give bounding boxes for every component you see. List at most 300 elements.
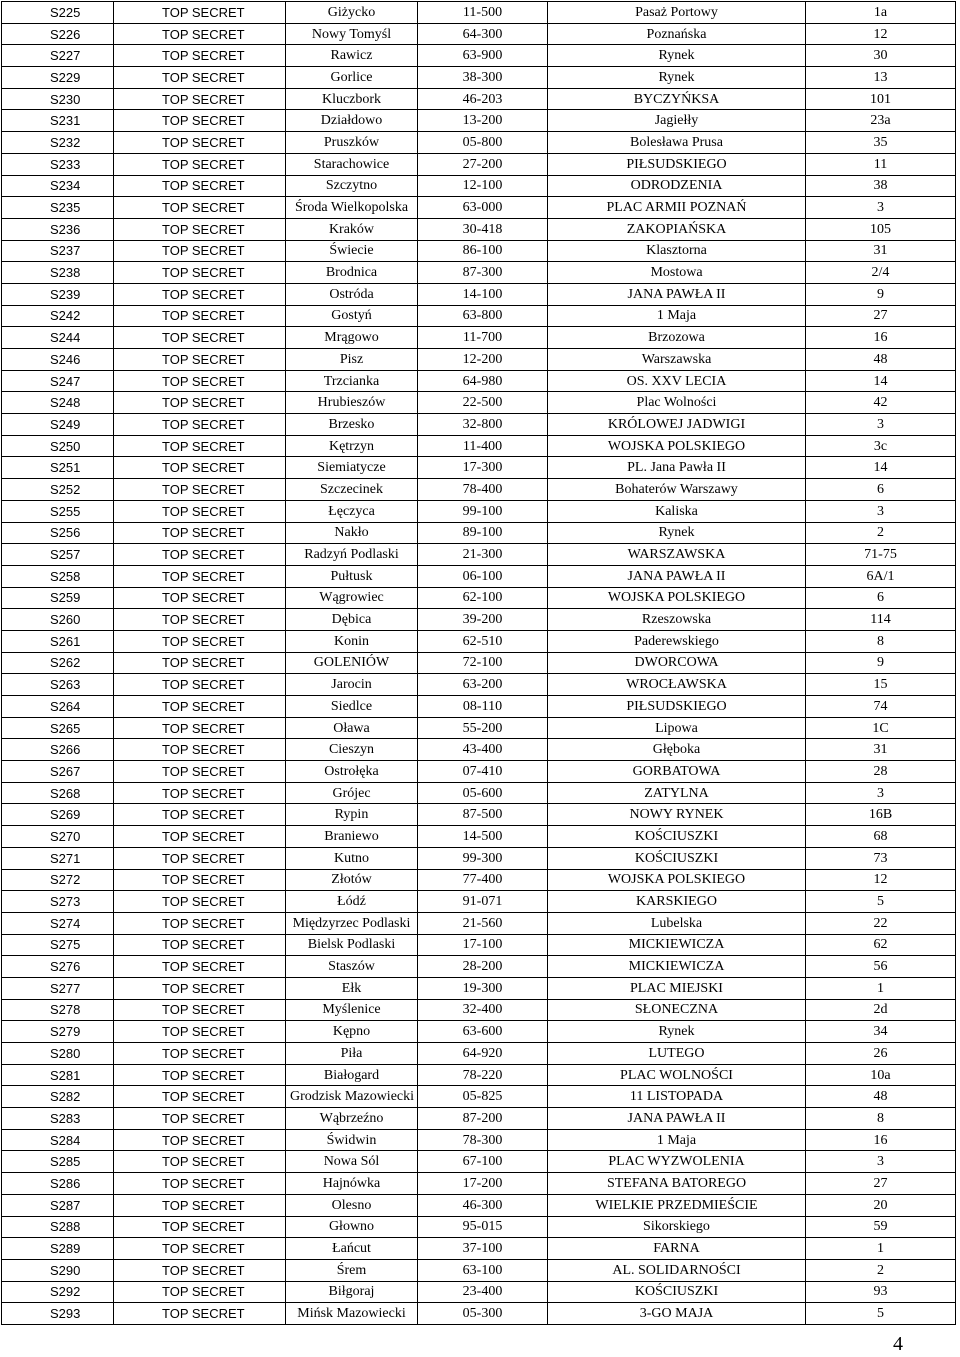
cell-number: 5 [806, 1303, 956, 1325]
table-row [2, 630, 956, 652]
cell-number: 5 [806, 891, 956, 913]
cell-street: WARSZAWSKA [548, 544, 806, 566]
cell-classification: TOP SECRET [114, 197, 286, 219]
cell-code: S277 [2, 977, 114, 999]
cell-code: S250 [2, 435, 114, 457]
cell-classification: TOP SECRET [114, 847, 286, 869]
cell-number: 1a [806, 2, 956, 24]
cell-classification: TOP SECRET [114, 717, 286, 739]
cell-code: S226 [2, 23, 114, 45]
table-row [2, 1303, 956, 1325]
cell-postal-code: 87-200 [418, 1108, 548, 1130]
cell-number: 34 [806, 1021, 956, 1043]
table-row [2, 565, 956, 587]
cell-code: S237 [2, 240, 114, 262]
table-row [2, 175, 956, 197]
cell-street: WOJSKA POLSKIEGO [548, 587, 806, 609]
cell-postal-code: 91-071 [418, 891, 548, 913]
cell-city: Piła [286, 1043, 418, 1065]
cell-code: S263 [2, 674, 114, 696]
table-row [2, 956, 956, 978]
cell-number: 22 [806, 912, 956, 934]
cell-number: 1 [806, 977, 956, 999]
cell-number: 2d [806, 999, 956, 1021]
cell-number: 16B [806, 804, 956, 826]
cell-classification: TOP SECRET [114, 1064, 286, 1086]
table-row [2, 782, 956, 804]
table-row [2, 1238, 956, 1260]
table-row [2, 1194, 956, 1216]
table-row [2, 609, 956, 631]
cell-number: 56 [806, 956, 956, 978]
table-row [2, 891, 956, 913]
cell-postal-code: 17-200 [418, 1173, 548, 1195]
table-row [2, 305, 956, 327]
cell-code: S271 [2, 847, 114, 869]
cell-city: Rawicz [286, 45, 418, 67]
cell-city: Ełk [286, 977, 418, 999]
cell-city: Kluczbork [286, 88, 418, 110]
cell-classification: TOP SECRET [114, 23, 286, 45]
cell-number: 27 [806, 1173, 956, 1195]
cell-city: Głowno [286, 1216, 418, 1238]
cell-classification: TOP SECRET [114, 262, 286, 284]
table-row [2, 392, 956, 414]
cell-city: Białogard [286, 1064, 418, 1086]
cell-classification: TOP SECRET [114, 869, 286, 891]
cell-code: S289 [2, 1238, 114, 1260]
cell-number: 16 [806, 1129, 956, 1151]
cell-number: 3 [806, 414, 956, 436]
cell-code: S273 [2, 891, 114, 913]
cell-street: STEFANA BATOREGO [548, 1173, 806, 1195]
cell-number: 14 [806, 457, 956, 479]
table-row [2, 674, 956, 696]
cell-city: Łańcut [286, 1238, 418, 1260]
cell-city: Trzcianka [286, 370, 418, 392]
cell-city: Cieszyn [286, 739, 418, 761]
cell-street: JANA PAWŁA II [548, 565, 806, 587]
cell-city: Złotów [286, 869, 418, 891]
cell-number: 3 [806, 782, 956, 804]
cell-code: S230 [2, 88, 114, 110]
cell-postal-code: 30-418 [418, 218, 548, 240]
cell-number: 3c [806, 435, 956, 457]
cell-city: Hajnówka [286, 1173, 418, 1195]
cell-postal-code: 06-100 [418, 565, 548, 587]
cell-postal-code: 07-410 [418, 761, 548, 783]
cell-code: S288 [2, 1216, 114, 1238]
cell-city: Konin [286, 630, 418, 652]
cell-city: Grodzisk Mazowiecki [286, 1086, 418, 1108]
cell-city: Śrem [286, 1259, 418, 1281]
cell-classification: TOP SECRET [114, 1108, 286, 1130]
cell-postal-code: 32-800 [418, 414, 548, 436]
cell-number: 38 [806, 175, 956, 197]
cell-city: Mrągowo [286, 327, 418, 349]
cell-city: Ostrołęka [286, 761, 418, 783]
cell-street: KOŚCIUSZKI [548, 826, 806, 848]
cell-number: 35 [806, 132, 956, 154]
cell-code: S234 [2, 175, 114, 197]
cell-classification: TOP SECRET [114, 414, 286, 436]
table-row [2, 457, 956, 479]
cell-city: Nowa Sól [286, 1151, 418, 1173]
cell-number: 20 [806, 1194, 956, 1216]
cell-classification: TOP SECRET [114, 45, 286, 67]
cell-street: PIŁSUDSKIEGO [548, 696, 806, 718]
cell-postal-code: 87-300 [418, 262, 548, 284]
cell-classification: TOP SECRET [114, 1216, 286, 1238]
cell-code: S274 [2, 912, 114, 934]
cell-code: S251 [2, 457, 114, 479]
cell-city: Braniewo [286, 826, 418, 848]
cell-classification: TOP SECRET [114, 1259, 286, 1281]
cell-code: S246 [2, 349, 114, 371]
cell-classification: TOP SECRET [114, 522, 286, 544]
cell-classification: TOP SECRET [114, 218, 286, 240]
cell-code: S278 [2, 999, 114, 1021]
cell-classification: TOP SECRET [114, 804, 286, 826]
cell-street: Brzozowa [548, 327, 806, 349]
cell-postal-code: 08-110 [418, 696, 548, 718]
cell-postal-code: 28-200 [418, 956, 548, 978]
cell-classification: TOP SECRET [114, 1303, 286, 1325]
cell-city: Łódź [286, 891, 418, 913]
cell-code: S281 [2, 1064, 114, 1086]
cell-number: 11 [806, 153, 956, 175]
cell-city: Łęczyca [286, 500, 418, 522]
cell-code: S287 [2, 1194, 114, 1216]
cell-number: 23a [806, 110, 956, 132]
cell-classification: TOP SECRET [114, 349, 286, 371]
cell-classification: TOP SECRET [114, 175, 286, 197]
cell-city: Myślenice [286, 999, 418, 1021]
cell-code: S276 [2, 956, 114, 978]
cell-street: KRÓLOWEJ JADWIGI [548, 414, 806, 436]
cell-number: 3 [806, 197, 956, 219]
cell-classification: TOP SECRET [114, 912, 286, 934]
cell-number: 59 [806, 1216, 956, 1238]
cell-postal-code: 05-800 [418, 132, 548, 154]
cell-code: S227 [2, 45, 114, 67]
table-row [2, 349, 956, 371]
cell-city: Kępno [286, 1021, 418, 1043]
table-row [2, 761, 956, 783]
cell-city: Świdwin [286, 1129, 418, 1151]
cell-postal-code: 87-500 [418, 804, 548, 826]
table-row [2, 1129, 956, 1151]
cell-street: WROCŁAWSKA [548, 674, 806, 696]
cell-city: Szczecinek [286, 479, 418, 501]
cell-postal-code: 99-300 [418, 847, 548, 869]
cell-postal-code: 89-100 [418, 522, 548, 544]
cell-city: Bielsk Podlaski [286, 934, 418, 956]
cell-code: S293 [2, 1303, 114, 1325]
cell-number: 15 [806, 674, 956, 696]
cell-postal-code: 11-400 [418, 435, 548, 457]
cell-number: 105 [806, 218, 956, 240]
cell-postal-code: 78-300 [418, 1129, 548, 1151]
cell-street: Rynek [548, 1021, 806, 1043]
cell-city: Mińsk Mazowiecki [286, 1303, 418, 1325]
table-row [2, 587, 956, 609]
cell-postal-code: 11-700 [418, 327, 548, 349]
cell-city: Nakło [286, 522, 418, 544]
cell-code: S236 [2, 218, 114, 240]
cell-city: Środa Wielkopolska [286, 197, 418, 219]
cell-number: 6 [806, 587, 956, 609]
cell-classification: TOP SECRET [114, 761, 286, 783]
cell-street: AL. SOLIDARNOŚCI [548, 1259, 806, 1281]
cell-street: GORBATOWA [548, 761, 806, 783]
cell-city: Gorlice [286, 67, 418, 89]
cell-city: Kętrzyn [286, 435, 418, 457]
cell-code: S233 [2, 153, 114, 175]
cell-city: Brzesko [286, 414, 418, 436]
cell-number: 1C [806, 717, 956, 739]
table-row [2, 934, 956, 956]
cell-code: S285 [2, 1151, 114, 1173]
table-row [2, 132, 956, 154]
cell-classification: TOP SECRET [114, 674, 286, 696]
cell-number: 1 [806, 1238, 956, 1260]
table-row [2, 153, 956, 175]
cell-postal-code: 78-400 [418, 479, 548, 501]
page-number: 4 [893, 1333, 903, 1355]
cell-code: S292 [2, 1281, 114, 1303]
cell-classification: TOP SECRET [114, 305, 286, 327]
cell-postal-code: 64-980 [418, 370, 548, 392]
table-row [2, 1108, 956, 1130]
cell-postal-code: 63-000 [418, 197, 548, 219]
cell-postal-code: 12-100 [418, 175, 548, 197]
cell-street: Sikorskiego [548, 1216, 806, 1238]
cell-classification: TOP SECRET [114, 630, 286, 652]
cell-postal-code: 72-100 [418, 652, 548, 674]
table-row [2, 370, 956, 392]
cell-code: S269 [2, 804, 114, 826]
table-row [2, 826, 956, 848]
cell-postal-code: 21-300 [418, 544, 548, 566]
cell-city: Pisz [286, 349, 418, 371]
cell-postal-code: 64-300 [418, 23, 548, 45]
cell-number: 2/4 [806, 262, 956, 284]
cell-code: S279 [2, 1021, 114, 1043]
cell-number: 30 [806, 45, 956, 67]
cell-postal-code: 39-200 [418, 609, 548, 631]
table-row [2, 869, 956, 891]
cell-city: Radzyń Podlaski [286, 544, 418, 566]
cell-code: S249 [2, 414, 114, 436]
cell-classification: TOP SECRET [114, 587, 286, 609]
table-row [2, 23, 956, 45]
cell-street: PLAC ARMII POZNAŃ [548, 197, 806, 219]
cell-code: S290 [2, 1259, 114, 1281]
cell-code: S275 [2, 934, 114, 956]
cell-postal-code: 62-100 [418, 587, 548, 609]
cell-street: Lubelska [548, 912, 806, 934]
cell-number: 93 [806, 1281, 956, 1303]
table-row [2, 544, 956, 566]
cell-street: MICKIEWICZA [548, 934, 806, 956]
cell-street: ZAKOPIAŃSKA [548, 218, 806, 240]
cell-city: Szczytno [286, 175, 418, 197]
cell-street: PLAC MIEJSKI [548, 977, 806, 999]
cell-number: 42 [806, 392, 956, 414]
table-row [2, 696, 956, 718]
cell-postal-code: 63-900 [418, 45, 548, 67]
cell-number: 8 [806, 1108, 956, 1130]
cell-city: Olesno [286, 1194, 418, 1216]
cell-city: Giżycko [286, 2, 418, 24]
cell-classification: TOP SECRET [114, 1173, 286, 1195]
cell-city: Gostyń [286, 305, 418, 327]
cell-postal-code: 62-510 [418, 630, 548, 652]
cell-code: S239 [2, 283, 114, 305]
table-row [2, 847, 956, 869]
cell-city: Brodnica [286, 262, 418, 284]
cell-classification: TOP SECRET [114, 544, 286, 566]
cell-classification: TOP SECRET [114, 1281, 286, 1303]
cell-number: 68 [806, 826, 956, 848]
cell-number: 6A/1 [806, 565, 956, 587]
table-row [2, 197, 956, 219]
location-table [1, 1, 956, 1325]
cell-postal-code: 43-400 [418, 739, 548, 761]
cell-number: 9 [806, 652, 956, 674]
cell-classification: TOP SECRET [114, 457, 286, 479]
table-row [2, 739, 956, 761]
cell-city: Międzyrzec Podlaski [286, 912, 418, 934]
cell-classification: TOP SECRET [114, 1129, 286, 1151]
cell-street: PL. Jana Pawła II [548, 457, 806, 479]
cell-number: 101 [806, 88, 956, 110]
cell-postal-code: 11-500 [418, 2, 548, 24]
cell-classification: TOP SECRET [114, 696, 286, 718]
cell-street: KOŚCIUSZKI [548, 1281, 806, 1303]
cell-classification: TOP SECRET [114, 891, 286, 913]
cell-postal-code: 99-100 [418, 500, 548, 522]
cell-street: Rynek [548, 45, 806, 67]
table-row [2, 1021, 956, 1043]
cell-number: 2 [806, 1259, 956, 1281]
cell-number: 28 [806, 761, 956, 783]
cell-classification: TOP SECRET [114, 1043, 286, 1065]
cell-number: 62 [806, 934, 956, 956]
cell-street: Lipowa [548, 717, 806, 739]
cell-street: Mostowa [548, 262, 806, 284]
cell-number: 114 [806, 609, 956, 631]
cell-postal-code: 63-600 [418, 1021, 548, 1043]
cell-code: S265 [2, 717, 114, 739]
cell-number: 3 [806, 1151, 956, 1173]
cell-city: Jarocin [286, 674, 418, 696]
table-row [2, 1151, 956, 1173]
table-row [2, 435, 956, 457]
cell-classification: TOP SECRET [114, 392, 286, 414]
cell-number: 26 [806, 1043, 956, 1065]
cell-postal-code: 19-300 [418, 977, 548, 999]
cell-street: PLAC WOLNOŚCI [548, 1064, 806, 1086]
cell-city: Biłgoraj [286, 1281, 418, 1303]
cell-classification: TOP SECRET [114, 956, 286, 978]
cell-classification: TOP SECRET [114, 1021, 286, 1043]
cell-code: S229 [2, 67, 114, 89]
table-row [2, 652, 956, 674]
cell-code: S252 [2, 479, 114, 501]
cell-code: S231 [2, 110, 114, 132]
table-row [2, 912, 956, 934]
cell-street: Rzeszowska [548, 609, 806, 631]
cell-classification: TOP SECRET [114, 240, 286, 262]
cell-street: WIELKIE PRZEDMIEŚCIE [548, 1194, 806, 1216]
cell-postal-code: 46-300 [418, 1194, 548, 1216]
table-row [2, 1216, 956, 1238]
cell-classification: TOP SECRET [114, 283, 286, 305]
cell-street: Rynek [548, 67, 806, 89]
cell-classification: TOP SECRET [114, 999, 286, 1021]
cell-code: S260 [2, 609, 114, 631]
table-row [2, 110, 956, 132]
cell-number: 6 [806, 479, 956, 501]
cell-postal-code: 78-220 [418, 1064, 548, 1086]
cell-postal-code: 37-100 [418, 1238, 548, 1260]
cell-code: S244 [2, 327, 114, 349]
cell-classification: TOP SECRET [114, 67, 286, 89]
table-row [2, 240, 956, 262]
cell-city: Pruszków [286, 132, 418, 154]
cell-street: LUTEGO [548, 1043, 806, 1065]
cell-street: KOŚCIUSZKI [548, 847, 806, 869]
cell-postal-code: 38-300 [418, 67, 548, 89]
cell-street: 1 Maja [548, 1129, 806, 1151]
cell-city: Siemiatycze [286, 457, 418, 479]
cell-classification: TOP SECRET [114, 1238, 286, 1260]
table-row [2, 977, 956, 999]
cell-classification: TOP SECRET [114, 782, 286, 804]
cell-number: 8 [806, 630, 956, 652]
cell-number: 48 [806, 349, 956, 371]
cell-number: 13 [806, 67, 956, 89]
cell-street: OS. XXV LECIA [548, 370, 806, 392]
cell-street: DWORCOWA [548, 652, 806, 674]
cell-code: S235 [2, 197, 114, 219]
cell-classification: TOP SECRET [114, 1194, 286, 1216]
cell-number: 31 [806, 240, 956, 262]
table-row [2, 88, 956, 110]
cell-postal-code: 05-825 [418, 1086, 548, 1108]
cell-classification: TOP SECRET [114, 1086, 286, 1108]
cell-street: JANA PAWŁA II [548, 1108, 806, 1130]
cell-city: Nowy Tomyśl [286, 23, 418, 45]
cell-code: S261 [2, 630, 114, 652]
cell-classification: TOP SECRET [114, 1151, 286, 1173]
table-row [2, 717, 956, 739]
cell-classification: TOP SECRET [114, 826, 286, 848]
cell-street: Poznańska [548, 23, 806, 45]
cell-classification: TOP SECRET [114, 370, 286, 392]
cell-number: 27 [806, 305, 956, 327]
cell-street: MICKIEWICZA [548, 956, 806, 978]
table-row [2, 2, 956, 24]
cell-postal-code: 63-800 [418, 305, 548, 327]
cell-classification: TOP SECRET [114, 609, 286, 631]
cell-code: S257 [2, 544, 114, 566]
cell-code: S272 [2, 869, 114, 891]
table-row [2, 283, 956, 305]
cell-classification: TOP SECRET [114, 153, 286, 175]
